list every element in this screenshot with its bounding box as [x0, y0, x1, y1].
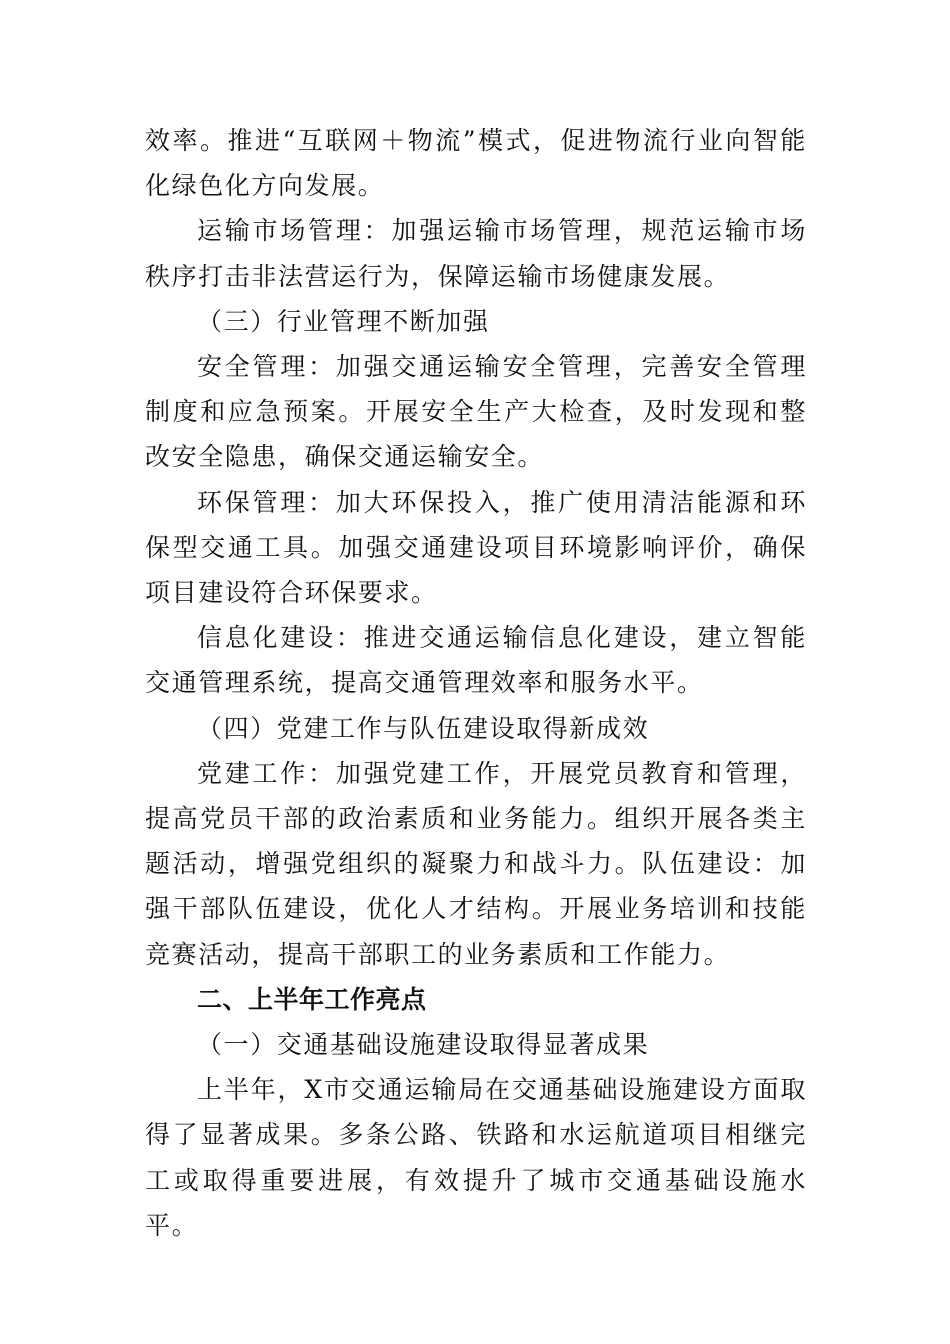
section-heading-highlights: 二、上半年工作亮点: [197, 984, 427, 1014]
subheading-party-building: （四）党建工作与队伍建设取得新成效: [197, 713, 650, 743]
paragraph-party-building: 党建工作：加强党建工作，开展党员教育和管理，提高党员干部的政治素质和业务能力。组织开展各类主题活动，增强党组织的凝聚力和战斗力。队伍建设：加强干部队伍建设，优化人才结构。开展业务培训和技能竞赛活动，提高干部职工的业务素质和工作能力。: [145, 758, 807, 969]
paragraph-infrastructure: 上半年，X市交通运输局在交通基础设施建设方面取得了显著成果。多条公路、铁路和水运航道项目相继完工或取得重要进展，有效提升了城市交通基础设施水平。: [145, 1075, 807, 1240]
paragraph-logistics-continuation: 效率。推进“互联网＋物流”模式，促进物流行业向智能化绿色化方向发展。: [145, 126, 807, 201]
paragraph-informatization: 信息化建设：推进交通运输信息化建设，建立智能交通管理系统，提高交通管理效率和服务水平。: [145, 623, 807, 698]
paragraph-environmental-management: 环保管理：加大环保投入，推广使用清洁能源和环保型交通工具。加强交通建设项目环境影响评价，确保项目建设符合环保要求。: [145, 487, 807, 608]
paragraph-transport-market: 运输市场管理：加强运输市场管理，规范运输市场秩序打击非法营运行为，保障运输市场健康发展。: [145, 216, 807, 291]
document-body: [145, 118, 807, 1248]
subheading-industry-management: （三）行业管理不断加强: [197, 306, 490, 336]
paragraph-safety-management: 安全管理：加强交通运输安全管理，完善安全管理制度和应急预案。开展安全生产大检查，及时发现和整改安全隐患，确保交通运输安全。: [145, 352, 807, 472]
subheading-infrastructure: （一）交通基础设施建设取得显著成果: [197, 1030, 650, 1060]
